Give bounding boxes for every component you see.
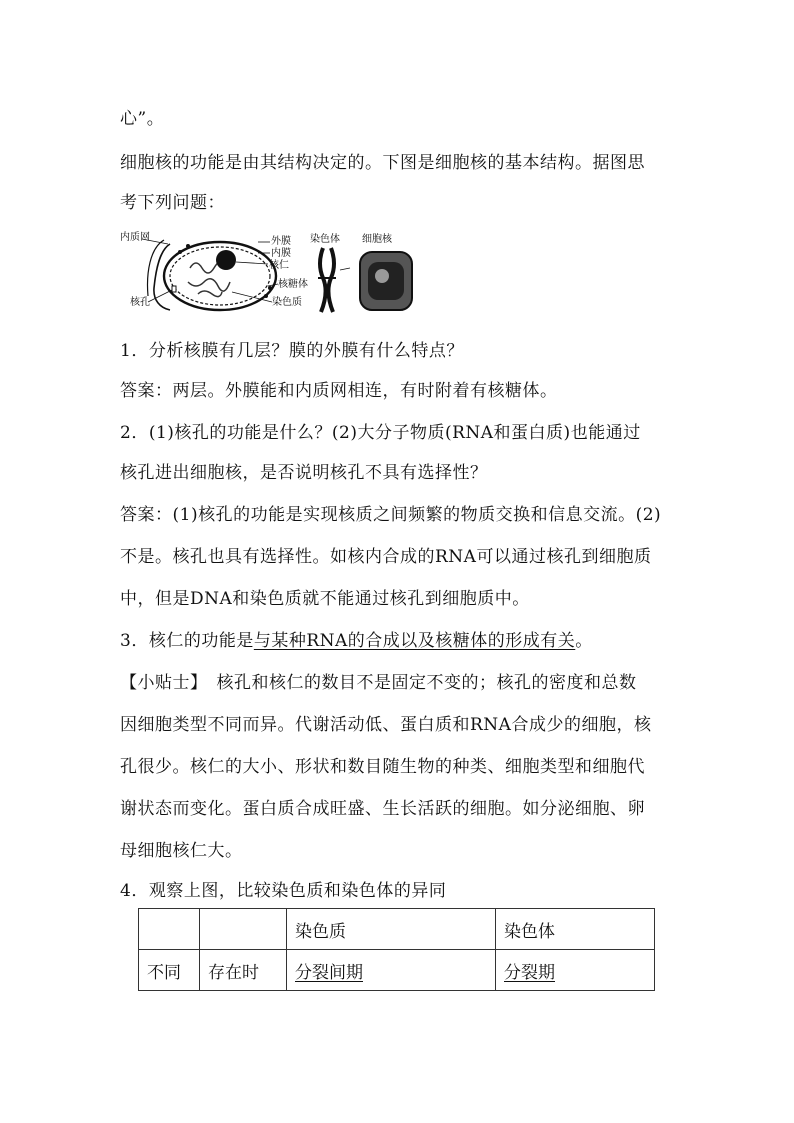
label-chromatin: 染色质 [272,297,302,308]
label-er: 内质网 [120,232,150,243]
question-3 [120,626,593,651]
table-cell-chromosome-answer: 分裂期 [496,950,655,991]
table-header-chromatin: 染色质 [287,909,496,950]
nucleus-diagram [120,228,420,318]
er-curve-2 [148,240,164,296]
answer-2-line-3: 中，但是DNA和染色质就不能通过核孔到细胞质中。 [120,589,530,609]
comparison-table [138,908,655,991]
tip-line-3: 孔很少。核仁的大小、形状和数目随生物的种类、细胞类型和细胞代 [120,757,645,777]
table-cell-diff: 不同 [139,950,200,991]
question-2-line-1: 2．(1)核孔的功能是什么？(2)大分子物质(RNA和蛋白质)也能通过 [120,423,641,443]
tip-line-1: 【小贴士】 核孔和核仁的数目不是固定不变的；核孔的密度和总数 [120,673,637,693]
table-cell-exist: 存在时 [200,950,287,991]
text-line-3: 考下列问题： [120,193,225,213]
table-header-chromosome: 染色体 [496,909,655,950]
label-chromosome: 染色体 [310,234,340,245]
label-pore: 核孔 [130,297,150,308]
table-header-cell [200,909,287,950]
answer-2-line-1: 答案：(1)核孔的功能是实现核质之间频繁的物质交换和信息交流。(2) [120,505,662,525]
question-3-suffix: 。 [575,631,593,651]
label-ribosome: 核糖体 [278,279,308,290]
answer-2-line-2: 不是。核孔也具有选择性。如核内合成的RNA可以通过核孔到细胞质 [120,547,652,567]
nucleolus-shape [216,250,236,270]
table-header-cell [139,909,200,950]
answer-1: 答案：两层。外膜能和内质网相连，有时附着有核糖体。 [120,381,558,401]
tip-line-2: 因细胞类型不同而异。代谢活动低、蛋白质和RNA合成少的细胞，核 [120,715,652,735]
question-3-answer: 与某种RNA的合成以及核糖体的形成有关 [253,631,576,651]
text-line-1: 心”。 [120,109,165,129]
table-row [139,950,655,991]
table-cell-chromatin-answer: 分裂间期 [287,950,496,991]
label-inner-membrane: 内膜 [271,248,291,259]
question-2-line-2: 核孔进出细胞核，是否说明核孔不具有选择性？ [120,463,488,483]
label-nucleus: 细胞核 [362,234,392,245]
question-1: 1．分析核膜有几层？膜的外膜有什么特点？ [120,341,464,361]
chromosome-shape [320,248,334,312]
label-outer-membrane: 外膜 [271,236,291,247]
question-4: 4．观察上图，比较染色质和染色体的异同 [120,881,447,901]
table-header-row [139,909,655,950]
label-nucleolus: 核仁 [269,260,289,271]
text-line-2: 细胞核的功能是由其结构决定的。下图是细胞核的基本结构。据图思 [120,153,645,173]
pore-shape [172,286,176,292]
tip-line-4: 谢状态而变化。蛋白质合成旺盛、生长活跃的细胞。如分泌细胞、卵 [120,799,645,819]
tip-line-5: 母细胞核仁大。 [120,841,243,861]
question-3-prefix: 3．核仁的功能是 [120,631,254,651]
